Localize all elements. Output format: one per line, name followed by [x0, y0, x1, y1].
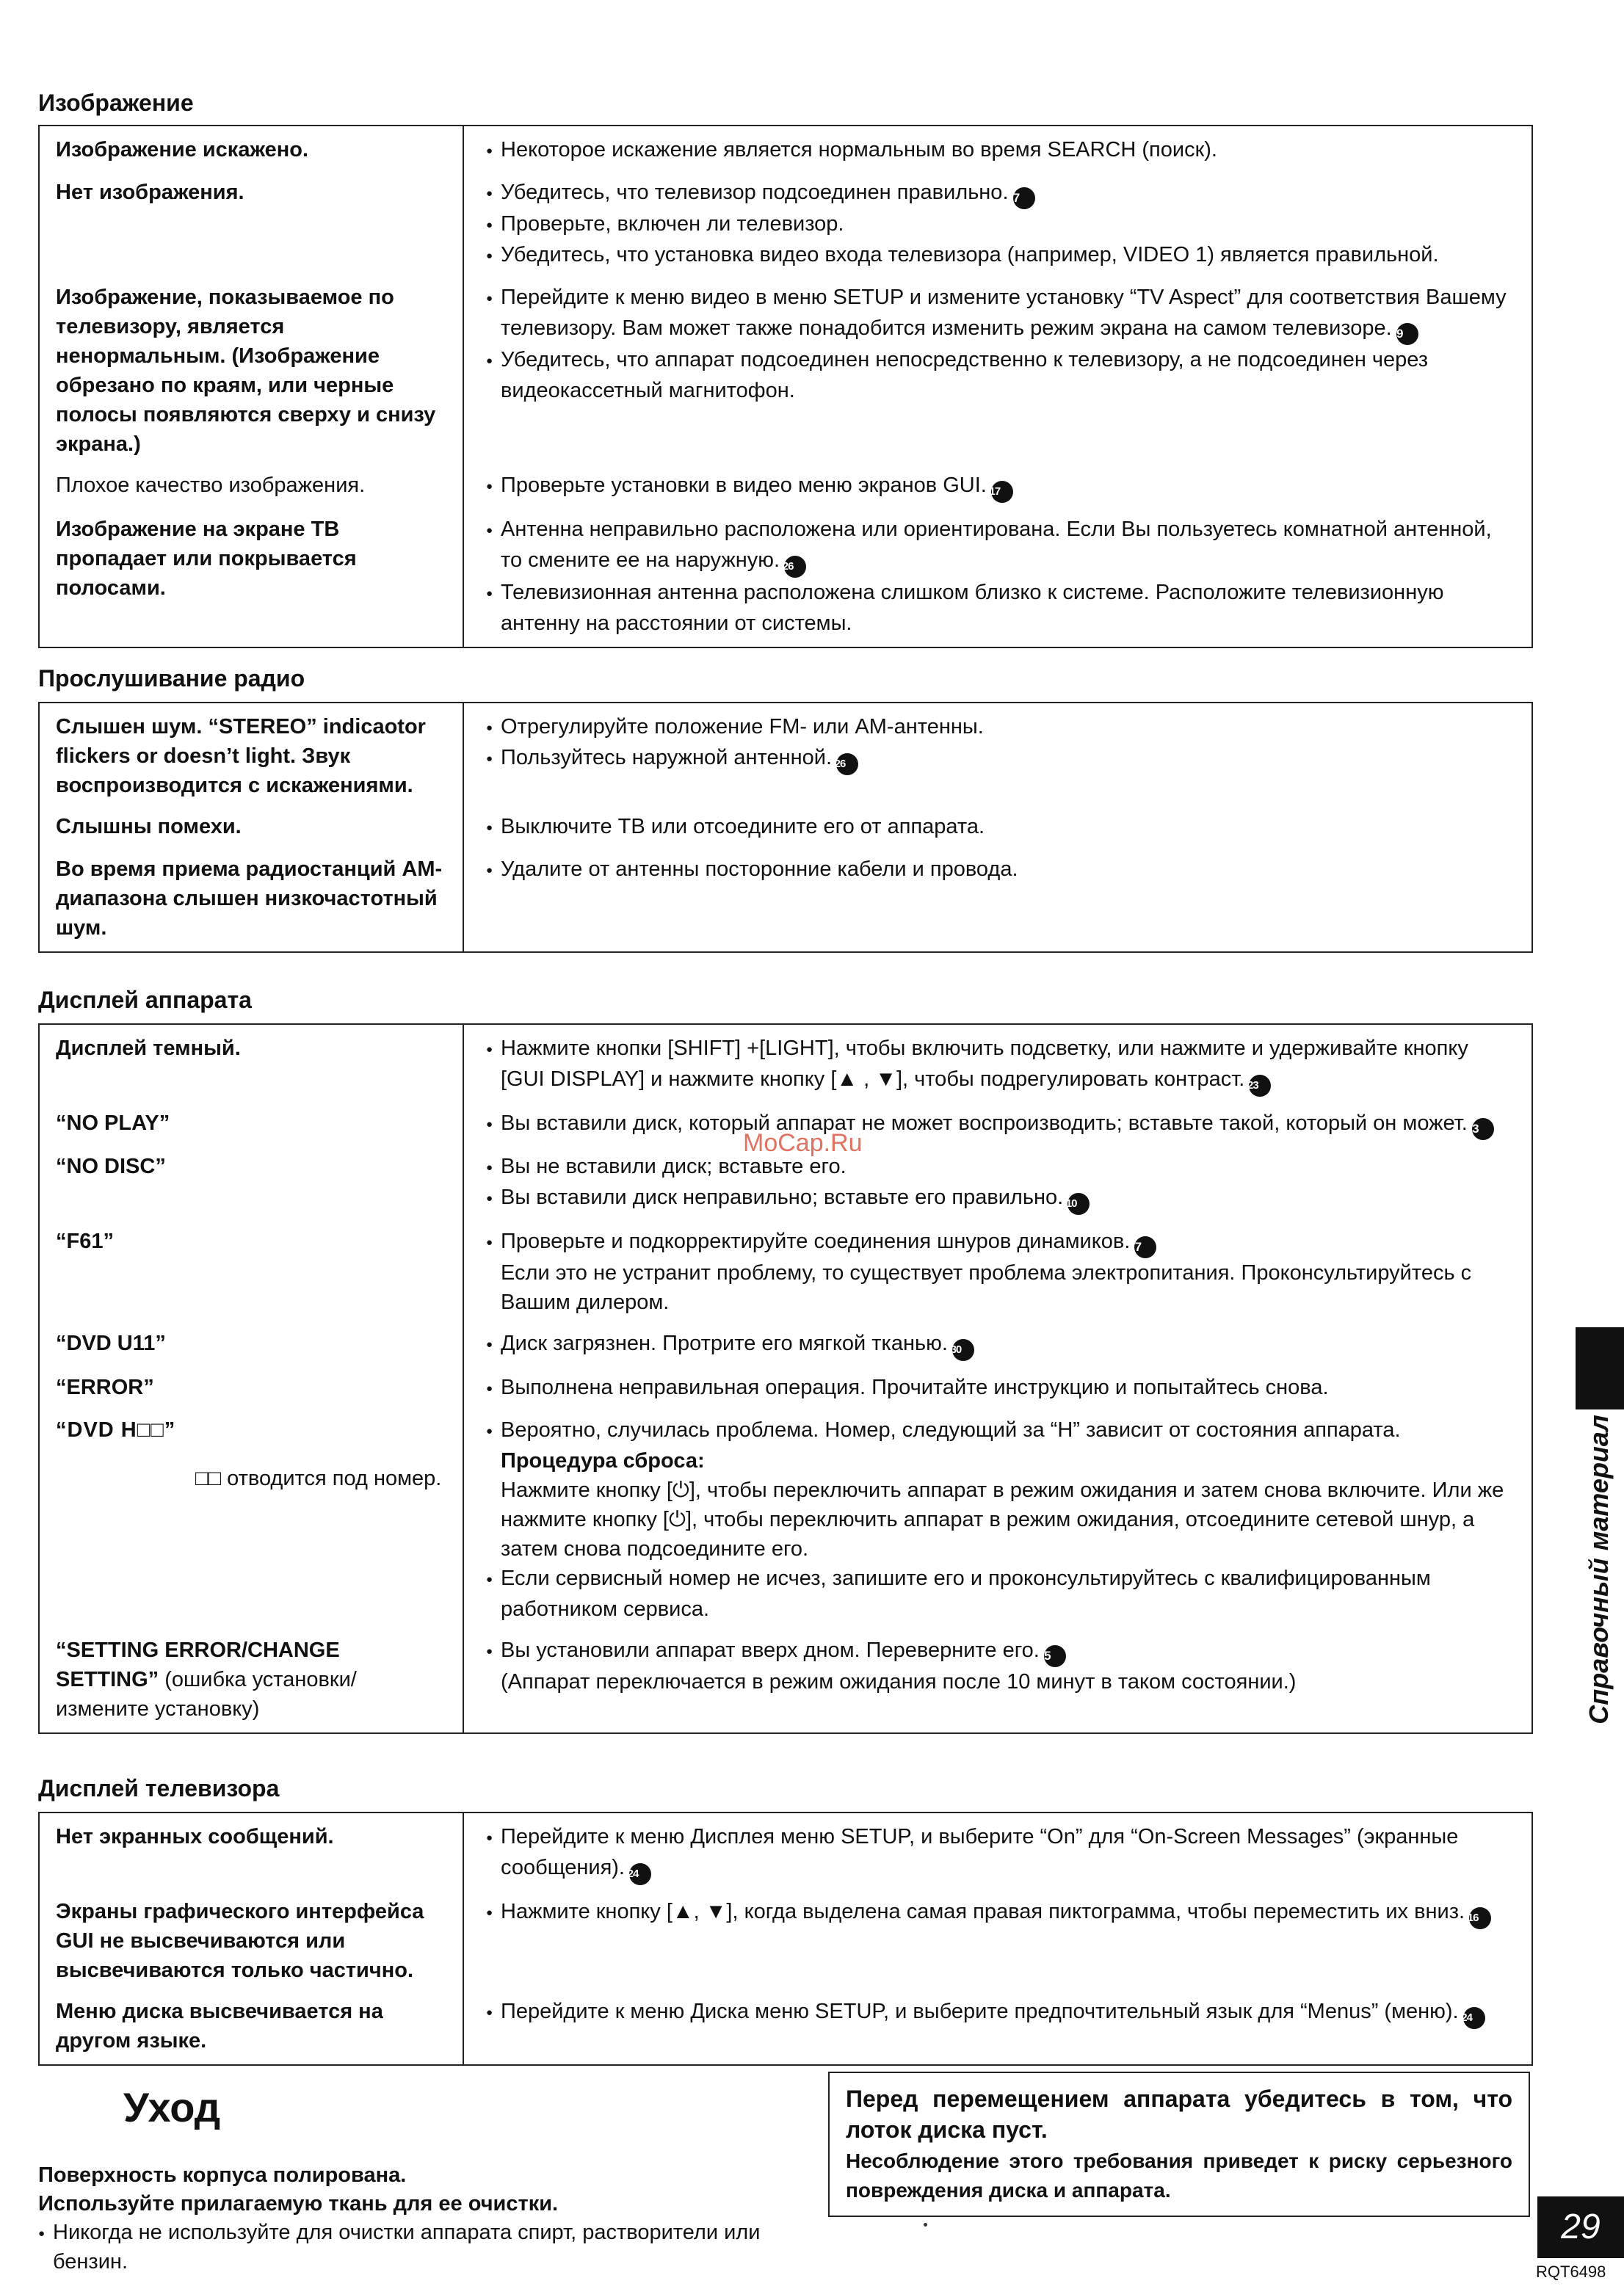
- solution-text: Вы вставили диск, который аппарат не может воспроизводить; вставьте такой, который он может.: [501, 1111, 1468, 1135]
- solution-text: Перейдите к меню Дисплея меню SETUP, и выберите “On” для “On-Screen Messages” (экранные сообщения).: [501, 1825, 1459, 1879]
- table-row: [39, 1629, 1532, 1733]
- error-code: “SETTING ERROR/CHANGE SETTING” (ошибка установки/ измените установку): [56, 1639, 357, 1721]
- solution-cell: [463, 1220, 1532, 1322]
- table-row: [39, 1813, 1532, 1890]
- solution-bullet: ● Вы не вставили диск; вставьте его.: [486, 1152, 1515, 1183]
- symptom-cell: “NO PLAY”: [39, 1102, 463, 1145]
- table-row: [39, 1890, 1532, 1990]
- care-bullet: ● Никогда не используйте для очистки аппарата спирт, растворители или бензин.: [38, 2218, 772, 2276]
- care-heading: Уход: [123, 2084, 221, 2130]
- solution-bullet: [486, 1329, 1515, 1361]
- symptom-cell: “NO DISC”: [39, 1145, 463, 1220]
- table-row: [39, 1990, 1532, 2065]
- table-row: [39, 508, 1532, 647]
- solution-bullet: ● Проверьте, включен ли телевизор.: [486, 209, 1515, 240]
- solution-text: Перейдите к меню Диска меню SETUP, и выберите предпочтительный язык для “Menus” (меню).: [501, 2000, 1459, 2023]
- table-row: [39, 703, 1532, 805]
- solution-bullet: ● Убедитесь, что аппарат подсоединен непосредственно к телевизору, а не подсоединен через видеокассетный магнитофон.: [486, 345, 1515, 405]
- solution-text: Вы установили аппарат вверх дном. Переверните его.: [501, 1639, 1040, 1662]
- image-troubleshooting-table: [38, 125, 1533, 648]
- stray-dot: [924, 2223, 927, 2227]
- warning-box: [828, 2072, 1530, 2217]
- page-ref-icon: 30: [952, 1339, 974, 1361]
- watermark: MoCap.Ru: [743, 1129, 863, 1157]
- section-title-tv-display: Дисплей телевизора: [38, 1775, 280, 1801]
- page-ref-icon: 5: [1044, 1645, 1066, 1667]
- solution-cell: [463, 1629, 1532, 1733]
- page-ref-icon: 9: [1396, 323, 1418, 345]
- solution-text: Проверьте и подкорректируйте соединения шнуров динамиков.: [501, 1230, 1131, 1253]
- solution-text: Антенна неправильно расположена или ориентирована. Если Вы пользуетесь комнатной антенной, то смените ее на наружную.: [501, 518, 1492, 572]
- table-row: [39, 805, 1532, 848]
- solution-text: Пользуйтесь наружной антенной.: [501, 746, 833, 769]
- solution-bullet: ● Выполнена неправильная операция. Прочитайте инструкцию и попытайтесь снова.: [486, 1373, 1515, 1404]
- symptom-cell: Изображение искажено.: [39, 126, 463, 171]
- section-title-image: Изображение: [38, 90, 194, 116]
- care-instructions: [38, 2161, 772, 2276]
- solution-bullet: ● Отрегулируйте положение FM- или AM-антенны.: [486, 712, 1515, 743]
- symptom-cell: Изображение на экране ТВ пропадает или покрывается полосами.: [39, 508, 463, 647]
- solution-bullet: [486, 1822, 1515, 1885]
- symptom-cell: Экраны графического интерфейса GUI не высвечиваются или высвечиваются только частично.: [39, 1890, 463, 1990]
- solution-bullet: [486, 1183, 1515, 1215]
- error-code-note: □□ отводится под номер.: [195, 1467, 442, 1490]
- symptom-cell: “DVD U11”: [39, 1322, 463, 1366]
- section-tab-marker: [1576, 1327, 1624, 1409]
- care-line: Используйте прилагаемую ткань для ее очистки.: [38, 2192, 559, 2216]
- symptom-cell: [39, 1629, 463, 1733]
- section-title-radio: Прослушивание радио: [38, 665, 305, 692]
- solution-text: Убедитесь, что телевизор подсоединен правильно.: [501, 181, 1009, 204]
- solution-continuation: Если это не устранит проблему, то существует проблема электропитания. Проконсультируйтесь с Вашим дилером.: [501, 1261, 1472, 1314]
- page-ref-icon: 24: [629, 1863, 651, 1885]
- solution-bullet: ● Выключите ТВ или отсоедините его от аппарата.: [486, 812, 1515, 843]
- table-row: [39, 848, 1532, 952]
- solution-bullet: [486, 1897, 1515, 1929]
- symptom-cell: Меню диска высвечивается на другом языке.: [39, 1990, 463, 2065]
- solution-cell: [463, 1890, 1532, 1990]
- warning-text: Несоблюдение этого требования приведет к риску серьезного повреждения диска и аппарата.: [846, 2149, 1512, 2202]
- solution-cell: [463, 848, 1532, 952]
- solution-bullet: [486, 178, 1515, 209]
- symptom-cell: Плохое качество изображения.: [39, 464, 463, 508]
- solution-text: Вы вставили диск неправильно; вставьте его правильно.: [501, 1186, 1064, 1209]
- solution-bullet: [486, 1034, 1515, 1097]
- page-ref-icon: 17: [991, 481, 1013, 503]
- radio-troubleshooting-table: [38, 702, 1533, 953]
- solution-bullet: ● Телевизионная антенна расположена слишком близко к системе. Расположите телевизионную антенну на расстоянии от системы.: [486, 578, 1515, 638]
- solution-bullet: [486, 1227, 1515, 1258]
- solution-cell: [463, 1024, 1532, 1102]
- page-ref-icon: 7: [1013, 187, 1035, 209]
- page-ref-icon: 26: [784, 556, 806, 578]
- solution-bullet: ● Удалите от антенны посторонние кабели и провода.: [486, 854, 1515, 885]
- symptom-cell: Нет изображения.: [39, 171, 463, 276]
- solution-cell: [463, 1813, 1532, 1890]
- section-title-unit-display: Дисплей аппарата: [38, 987, 252, 1013]
- table-row: [39, 1220, 1532, 1322]
- page-ref-icon: 23: [1249, 1075, 1271, 1097]
- care-line: Поверхность корпуса полирована.: [38, 2163, 407, 2187]
- page-ref-icon: 24: [1463, 2007, 1485, 2029]
- solution-cell: [463, 1990, 1532, 2065]
- symptom-cell: Во время приема радиостанций AM-диапазона слышен низкочастотный шум.: [39, 848, 463, 952]
- page-ref-icon: 3: [1472, 1118, 1494, 1140]
- page-ref-icon: 26: [836, 753, 858, 775]
- table-row: [39, 1366, 1532, 1409]
- solution-bullet: ● Убедитесь, что установка видео входа телевизора (например, VIDEO 1) является правильной.: [486, 240, 1515, 271]
- power-icon: ⏻: [672, 1478, 689, 1502]
- solution-cell: [463, 126, 1532, 171]
- solution-bullet: [486, 1108, 1515, 1140]
- table-row: [39, 1024, 1532, 1102]
- reset-procedure-text: Нажмите кнопку [⏻], чтобы переключить аппарат в режим ожидания и затем снова включите. Или же нажмите кнопку [⏻], чтобы переключить аппарат в режим ожидания, отсоедините сетевой шнур, а затем снова подсоедините его.: [501, 1478, 1504, 1561]
- solution-bullet: [486, 283, 1515, 345]
- solution-cell: [463, 171, 1532, 276]
- symptom-cell: “F61”: [39, 1220, 463, 1322]
- solution-bullet: ● Некоторое искажение является нормальным во время SEARCH (поиск).: [486, 135, 1515, 166]
- solution-cell: [463, 276, 1532, 464]
- solution-cell: [463, 1409, 1532, 1629]
- solution-bullet: [486, 1636, 1515, 1667]
- table-row: [39, 126, 1532, 171]
- page-ref-icon: 16: [1469, 1907, 1491, 1929]
- solution-text: Нажмите кнопку [▲, ▼], когда выделена самая правая пиктограмма, чтобы переместить их вниз.: [501, 1900, 1465, 1923]
- document-code: RQT6498: [1536, 2263, 1606, 2281]
- symptom-cell: “ERROR”: [39, 1366, 463, 1409]
- table-row: [39, 464, 1532, 508]
- solution-cell: [463, 1145, 1532, 1220]
- symptom-cell: Дисплей темный.: [39, 1024, 463, 1102]
- table-row: [39, 171, 1532, 276]
- solution-cell: [463, 464, 1532, 508]
- solution-cell: [463, 508, 1532, 647]
- solution-bullet: ● Вероятно, случилась проблема. Номер, следующий за “H” зависит от состояния аппарата.: [486, 1415, 1515, 1446]
- page-ref-icon: 10: [1067, 1193, 1090, 1215]
- solution-cell: [463, 703, 1532, 805]
- solution-continuation: (Аппарат переключается в режим ожидания после 10 минут в таком состоянии.): [501, 1670, 1297, 1694]
- page-number: 29: [1537, 2196, 1624, 2258]
- solution-bullet: [486, 743, 1515, 775]
- power-icon: ⏻: [668, 1508, 686, 1531]
- page-ref-icon: 7: [1134, 1236, 1156, 1258]
- table-row: [39, 1409, 1532, 1629]
- solution-cell: [463, 1102, 1532, 1145]
- symptom-cell: [39, 1409, 463, 1629]
- symptom-cell: Слышен шум. “STEREO” indicaotor flickers or doesn’t light. Звук воспроизводится с искажениями.: [39, 703, 463, 805]
- table-row: [39, 1322, 1532, 1366]
- solution-text: Диск загрязнен. Протрите его мягкой тканью.: [501, 1332, 948, 1355]
- table-row: [39, 276, 1532, 464]
- symptom-cell: Слышны помехи.: [39, 805, 463, 848]
- reset-procedure-title: Процедура сброса:: [501, 1449, 705, 1473]
- solution-bullet: [486, 515, 1515, 578]
- symptom-cell: Изображение, показываемое по телевизору, является ненормальным. (Изображение обрезано по краям, или черные полосы появляются сверху и снизу экрана.): [39, 276, 463, 464]
- solution-cell: [463, 1322, 1532, 1366]
- solution-bullet: [486, 471, 1515, 503]
- solution-text: Перейдите к меню видео в меню SETUP и измените установку “TV Aspect” для соответствия Вашему телевизору. Вам может также понадобится изменить режим экрана на самом телевизоре.: [501, 286, 1507, 340]
- error-code: “DVD H□□”: [56, 1418, 176, 1442]
- solution-bullet: [486, 1997, 1515, 2029]
- tv-display-troubleshooting-table: [38, 1812, 1533, 2066]
- solution-cell: [463, 805, 1532, 848]
- symptom-cell: Нет экранных сообщений.: [39, 1813, 463, 1890]
- error-code-note: (ошибка установки/ измените установку): [56, 1668, 357, 1721]
- solution-bullet: ● Если сервисный номер не исчез, запишите его и проконсультируйтесь с квалифицированным работником сервиса.: [486, 1564, 1515, 1624]
- solution-cell: [463, 1366, 1532, 1409]
- solution-text: Нажмите кнопки [SHIFT] +[LIGHT], чтобы включить подсветку, или нажмите и удерживайте кнопку [GUI DISPLAY] и нажмите кнопку [▲ , ▼], чтобы подрегулировать контраст.: [501, 1037, 1468, 1091]
- solution-text: Проверьте установки в видео меню экранов GUI.: [501, 473, 987, 497]
- side-section-label: Справочный материал: [1584, 1415, 1614, 1724]
- warning-title: Перед перемещением аппарата убедитесь в том, что лоток диска пуст.: [846, 2086, 1512, 2143]
